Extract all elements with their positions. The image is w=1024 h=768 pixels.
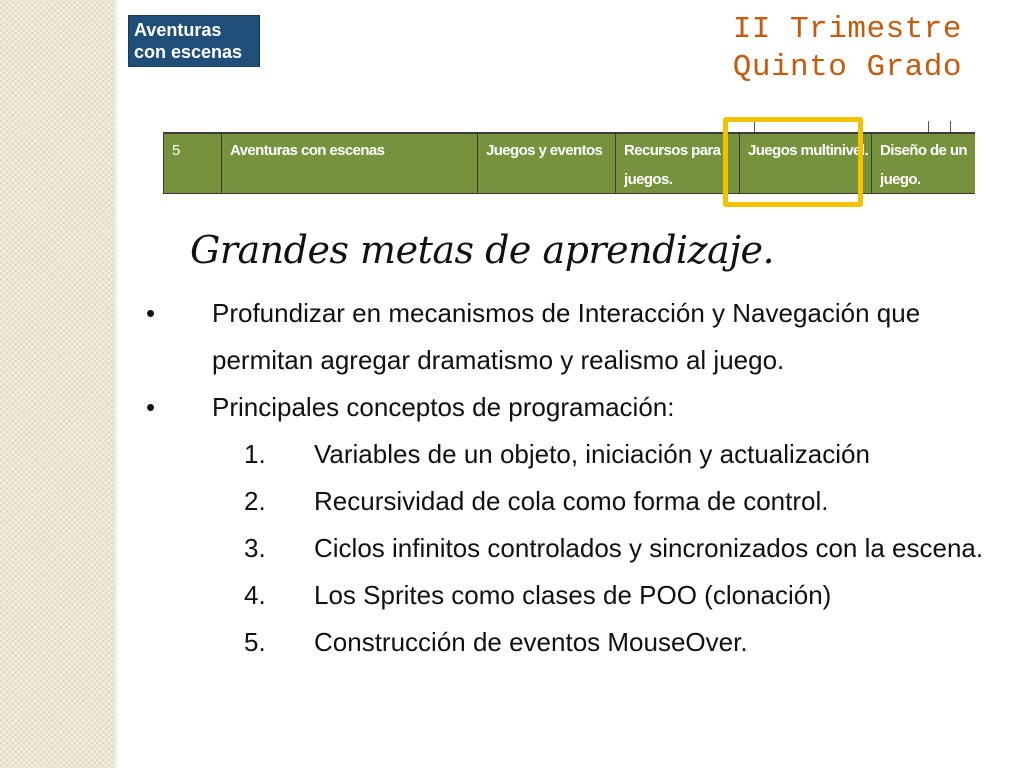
bullet-item (140, 290, 1020, 384)
concept-item (140, 478, 1020, 525)
page-title: Grandes metas de aprendizaje. (190, 228, 775, 272)
concept-text: Variables de un objeto, iniciación y actualización (314, 439, 870, 469)
table-cell-unit: Aventuras con escenas (221, 134, 477, 193)
side-texture-panel (0, 0, 113, 768)
bullet-marker: • (146, 298, 156, 328)
logo-line-1: Aventuras (134, 20, 222, 40)
concept-item (140, 525, 1020, 572)
table-tick (928, 121, 929, 132)
bullet-text: Principales conceptos de programación: (212, 392, 675, 422)
concept-text: Los Sprites como clases de POO (clonación) (314, 580, 832, 610)
concept-item (140, 572, 1020, 619)
trimester-label: II Trimestre (732, 12, 962, 47)
learning-goals-list (140, 290, 1020, 666)
course-logo (128, 15, 260, 67)
concept-text: Recursividad de cola como forma de control. (314, 486, 829, 516)
bullet-item (140, 384, 1020, 431)
highlight-box (723, 117, 863, 207)
concept-number: 2. (244, 486, 266, 516)
table-cell-topic: Juegos y eventos (477, 134, 615, 193)
concept-text: Construcción de eventos MouseOver. (314, 627, 748, 657)
table-cell-design: Diseño de un juego. (871, 134, 975, 193)
concept-item (140, 431, 1020, 478)
table-tick (950, 121, 951, 132)
bullet-marker: • (146, 392, 156, 422)
bullet-text: Profundizar en mecanismos de Interacción y Navegación que permitan agregar dramatismo y realismo al juego. (212, 298, 921, 375)
side-shadow (113, 0, 119, 768)
trimester-grade-header (733, 11, 962, 87)
grade-label: Quinto Grado (732, 50, 962, 85)
concept-number: 3. (244, 533, 266, 563)
concept-number: 4. (244, 580, 266, 610)
logo-line-2: con escenas (134, 42, 243, 62)
concept-text: Ciclos infinitos controlados y sincronizados con la escena. (314, 533, 984, 563)
concept-number: 1. (244, 439, 266, 469)
concept-number: 5. (244, 627, 266, 657)
table-cell-resources: Recursos para juegos. (615, 134, 739, 193)
table-cell-multilevel: Juegos multinivel. (739, 134, 871, 193)
concept-item (140, 619, 1020, 666)
table-cell-number: 5 (163, 134, 221, 193)
